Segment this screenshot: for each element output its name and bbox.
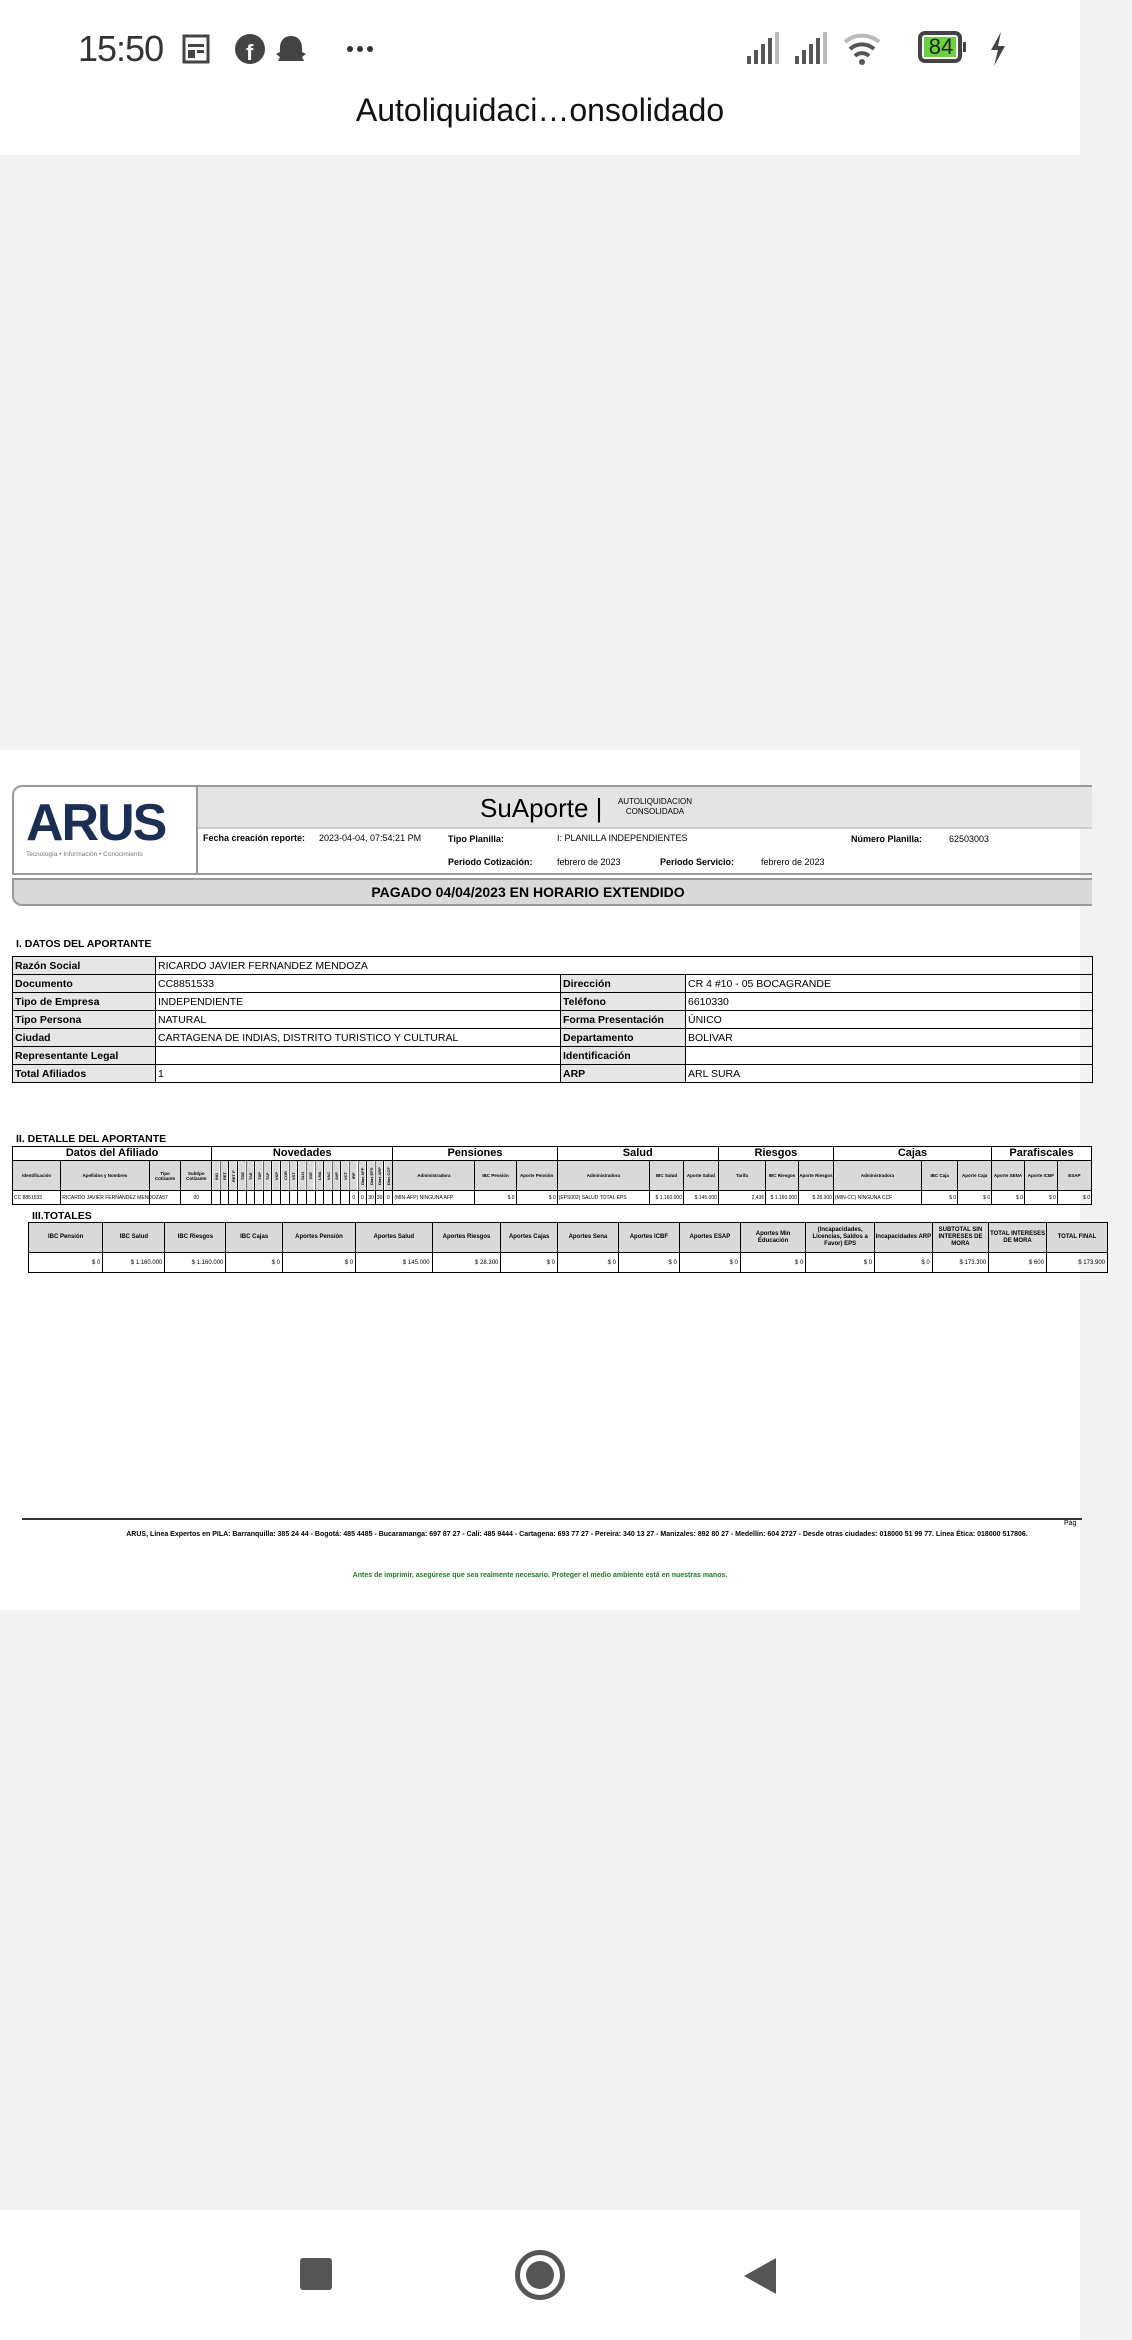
column-header: Aportes Min Educación	[740, 1223, 805, 1253]
table-cell: 30	[375, 1191, 384, 1205]
detalle-aportante-table	[12, 1146, 1092, 1205]
table-cell: $ 0	[1024, 1191, 1057, 1205]
field-value: INDEPENDIENTE	[156, 993, 561, 1011]
table-cell: $ 28.300	[798, 1191, 833, 1205]
column-header: VSP	[272, 1161, 281, 1191]
column-header: TDE	[238, 1161, 247, 1191]
table-cell: $ 0	[922, 1191, 958, 1205]
table-cell: $ 600	[989, 1253, 1047, 1273]
field-label: Departamento	[561, 1029, 686, 1047]
table-cell	[315, 1191, 324, 1205]
field-label: Ciudad	[13, 1029, 156, 1047]
table-row	[13, 975, 1093, 993]
table-cell: $ 145.000	[683, 1191, 718, 1205]
table-cell	[255, 1191, 264, 1205]
field-value: CARTAGENA DE INDIAS, DISTRITO TURISTICO Y CULTURAL	[156, 1029, 561, 1047]
column-header: ING	[212, 1161, 221, 1191]
wifi-icon	[845, 36, 879, 65]
column-header: VCT	[341, 1161, 350, 1191]
table-cell	[263, 1191, 272, 1205]
group-header: Riesgos	[718, 1147, 833, 1161]
group-header: Novedades	[212, 1147, 393, 1161]
column-header: RET	[220, 1161, 229, 1191]
table-cell: 0	[358, 1191, 367, 1205]
table-row	[29, 1253, 1108, 1273]
report-type-1: AUTOLIQUIDACION	[617, 797, 693, 806]
table-cell: (MIN-AFP) NINGUNA AFP	[393, 1191, 475, 1205]
column-header: Aporte Caja	[958, 1161, 992, 1191]
column-header: Días EPS	[367, 1161, 376, 1191]
table-cell	[289, 1191, 298, 1205]
datos-aportante-table	[12, 956, 1093, 1083]
column-header: Administradora	[393, 1161, 475, 1191]
column-header: Días AFP	[358, 1161, 367, 1191]
table-cell	[229, 1191, 238, 1205]
column-header: TOTAL INTERESES DE MORA	[989, 1223, 1047, 1253]
field-value: ÚNICO	[686, 1011, 1093, 1029]
periodo-cotizacion-value: febrero de 2023	[557, 857, 621, 867]
table-cell	[306, 1191, 315, 1205]
fecha-value: 2023-04-04, 07:54:21 PM	[319, 833, 422, 843]
column-header: (Incapacidades, Licencias, Saldos a Favor) EPS	[806, 1223, 875, 1253]
column-header: ESAP	[1057, 1161, 1091, 1191]
column-header: TAE	[246, 1161, 255, 1191]
table-cell	[212, 1191, 221, 1205]
section-3-title: III.TOTALES	[32, 1210, 92, 1222]
field-label: Identificación	[561, 1047, 686, 1065]
column-header: Apellidos y Nombres	[61, 1161, 149, 1191]
field-value	[156, 1047, 561, 1065]
column-header: IRP	[349, 1161, 358, 1191]
numero-planilla-label: Número Planilla:	[851, 834, 923, 844]
field-label: Tipo de Empresa	[13, 993, 156, 1011]
column-header: Aportes ESAP	[679, 1223, 740, 1253]
table-row	[13, 993, 1093, 1011]
table-cell	[220, 1191, 229, 1205]
table-cell	[281, 1191, 290, 1205]
table-cell	[272, 1191, 281, 1205]
table-row	[13, 1047, 1093, 1065]
column-header: IBC Salud	[650, 1161, 684, 1191]
numero-planilla-value: 62503003	[949, 834, 990, 844]
column-header: Administradora	[557, 1161, 649, 1191]
column-header: Tipo Cotizante	[149, 1161, 181, 1191]
field-value: ARL SURA	[686, 1065, 1093, 1083]
table-cell: $ 0	[226, 1253, 283, 1273]
notification-icons	[180, 32, 400, 66]
field-label: Representante Legal	[13, 1047, 156, 1065]
table-cell: $ 0	[958, 1191, 992, 1205]
periodo-cotizacion-label: Periodo Cotización:	[448, 857, 533, 867]
table-cell: RICARDO JAVIER FERNANDEZ MENDOZA	[61, 1191, 149, 1205]
column-header: Identificación	[13, 1161, 61, 1191]
battery-level: 84	[928, 34, 954, 59]
section-2-title: II. DETALLE DEL APORTANTE	[16, 1133, 167, 1145]
home-button[interactable]	[515, 2250, 565, 2300]
eco-note: Antes de imprimir, asegúrese que sea realmente necesario. Proteger el medio ambiente está en nuestras manos.	[352, 1572, 728, 1579]
table-cell: $ 0	[516, 1191, 557, 1205]
periodo-servicio-value: febrero de 2023	[761, 857, 825, 867]
column-header: SUBTOTAL SIN INTERESES DE MORA	[932, 1223, 989, 1253]
field-value: CR 4 #10 - 05 BOCAGRANDE	[686, 975, 1093, 993]
table-cell	[332, 1191, 341, 1205]
column-header: TOTAL FINAL	[1046, 1223, 1107, 1253]
totales-table	[28, 1222, 1108, 1273]
signal-icon-2	[795, 32, 827, 64]
table-cell: 2,436	[718, 1191, 765, 1205]
field-label: Tipo Persona	[13, 1011, 156, 1029]
table-cell: $ 0	[875, 1253, 933, 1273]
report-type-2: CONSOLIDADA	[625, 807, 685, 816]
table-row	[13, 1029, 1093, 1047]
field-label: Razón Social	[13, 957, 156, 975]
column-header: Aportes Riesgos	[432, 1223, 501, 1253]
table-cell: $ 145.000	[356, 1253, 433, 1273]
table-cell	[324, 1191, 333, 1205]
pdf-page[interactable]	[0, 750, 1105, 1610]
header-band	[198, 787, 1092, 829]
table-cell: (MIN-CC) NINGUNA CCF	[833, 1191, 921, 1205]
column-header: IBC Pensión	[29, 1223, 103, 1253]
payment-status-banner: PAGADO 04/04/2023 EN HORARIO EXTENDIDO	[12, 878, 1092, 906]
group-header: Salud	[557, 1147, 718, 1161]
more-icon	[347, 46, 373, 52]
group-header: Pensiones	[393, 1147, 557, 1161]
status-bar	[0, 0, 1080, 100]
document-title: Autoliquidaci…onsolidado	[355, 92, 725, 128]
charging-icon	[991, 32, 1005, 66]
table-cell: $ 0	[1057, 1191, 1091, 1205]
table-cell: $ 0	[679, 1253, 740, 1273]
group-header: Parafiscales	[992, 1147, 1092, 1161]
field-value: CC8851533	[156, 975, 561, 993]
home-icon	[526, 2261, 554, 2289]
column-header: Aportes Cajas	[501, 1223, 558, 1253]
column-header: IBC Riesgos	[766, 1161, 799, 1191]
table-cell	[341, 1191, 350, 1205]
column-header: Aportes Pensión	[282, 1223, 355, 1253]
column-header: COR	[281, 1161, 290, 1191]
table-cell: 0	[349, 1191, 358, 1205]
column-header: Aportes Sena	[557, 1223, 618, 1253]
table-cell: $ 1.160.000	[103, 1253, 165, 1273]
svg-text:f: f	[246, 40, 254, 65]
column-header: Tarifa	[718, 1161, 765, 1191]
clock: 15:50	[78, 28, 164, 69]
column-header: TAP	[263, 1161, 272, 1191]
table-cell: $ 0	[475, 1191, 516, 1205]
tipo-planilla-label: Tipo Planilla:	[448, 834, 504, 844]
field-label: Total Afiliados	[13, 1065, 156, 1083]
table-cell: $ 0	[557, 1253, 618, 1273]
table-cell: $ 28.300	[432, 1253, 501, 1273]
column-header: IBC Riesgos	[165, 1223, 226, 1253]
field-value: 1	[156, 1065, 561, 1083]
column-header: IBC Pensión	[475, 1161, 516, 1191]
page-label: Pág	[1064, 1520, 1077, 1527]
report-header	[12, 785, 1092, 875]
snapchat-icon	[276, 36, 306, 61]
column-header: Subtipo Cotizante	[181, 1161, 212, 1191]
table-cell	[298, 1191, 307, 1205]
table-cell: CC 8851533	[13, 1191, 61, 1205]
periodo-servicio-label: Periodo Servicio:	[660, 857, 735, 867]
table-cell: $ 0	[29, 1253, 103, 1273]
field-label: Teléfono	[561, 993, 686, 1011]
section-1-title: I. DATOS DEL APORTANTE	[16, 938, 152, 950]
field-label: Documento	[13, 975, 156, 993]
column-header: Aporte Salud	[683, 1161, 718, 1191]
system-icons	[745, 30, 1015, 70]
table-cell: $ 0	[501, 1253, 558, 1273]
table-row	[13, 1191, 1092, 1205]
group-header: Datos del Afiliado	[13, 1147, 212, 1161]
column-header: Aporte ICBF	[1024, 1161, 1057, 1191]
table-row	[13, 1011, 1093, 1029]
field-label: Dirección	[561, 975, 686, 993]
column-header: RET P	[229, 1161, 238, 1191]
calendar-news-icon	[184, 36, 208, 62]
logo-brand: ARUS	[26, 794, 166, 852]
field-value: RICARDO JAVIER FERNANDEZ MENDOZA	[156, 957, 1093, 975]
column-header: Días ARP	[375, 1161, 384, 1191]
group-header: Cajas	[833, 1147, 991, 1161]
table-cell	[246, 1191, 255, 1205]
tipo-planilla-value: I: PLANILLA INDEPENDIENTES	[557, 833, 688, 843]
table-cell: $ 0	[740, 1253, 805, 1273]
table-cell: 30	[367, 1191, 376, 1205]
table-cell: $ 173.900	[1046, 1253, 1107, 1273]
field-label: Forma Presentación	[561, 1011, 686, 1029]
column-header: LMA	[315, 1161, 324, 1191]
table-row	[13, 1065, 1093, 1083]
column-header: Días CCF	[384, 1161, 393, 1191]
field-value	[686, 1047, 1093, 1065]
table-cell: $ 0	[806, 1253, 875, 1273]
signal-icon-1	[747, 32, 779, 64]
field-label: ARP	[561, 1065, 686, 1083]
column-header: Aportes ICBF	[618, 1223, 679, 1253]
table-cell: $ 0	[992, 1191, 1025, 1205]
column-header: SLN	[298, 1161, 307, 1191]
table-cell: 57	[149, 1191, 181, 1205]
table-cell: 00	[181, 1191, 212, 1205]
footer-divider	[22, 1518, 1082, 1520]
column-header: Aportes Salud	[356, 1223, 433, 1253]
table-cell: $ 0	[282, 1253, 355, 1273]
table-cell: $ 173.300	[932, 1253, 989, 1273]
arus-logo	[14, 787, 198, 873]
column-header: AVP	[332, 1161, 341, 1191]
table-cell: (EPS002) SALUD TOTAL EPS	[557, 1191, 649, 1205]
table-cell	[238, 1191, 247, 1205]
column-header: IGE	[306, 1161, 315, 1191]
column-header: Aporte SENA	[992, 1161, 1025, 1191]
column-header: VAC	[324, 1161, 333, 1191]
table-cell: $ 1.160.000	[766, 1191, 799, 1205]
column-header: Incapacidades ARP	[875, 1223, 933, 1253]
column-header: TDP	[255, 1161, 264, 1191]
table-cell: $ 1.160.000	[165, 1253, 226, 1273]
table-row	[13, 957, 1093, 975]
table-cell: $ 0	[618, 1253, 679, 1273]
column-header: IBC Cajas	[226, 1223, 283, 1253]
column-header: Administradora	[833, 1161, 921, 1191]
column-header: IBC Salud	[103, 1223, 165, 1253]
navigation-bar	[0, 2210, 1080, 2340]
fecha-label: Fecha creación reporte:	[203, 833, 306, 843]
back-button[interactable]	[742, 2256, 778, 2296]
field-value: 6610330	[686, 993, 1093, 1011]
facebook-icon	[235, 34, 265, 65]
column-header: IBC Caja	[922, 1161, 958, 1191]
field-value: BOLIVAR	[686, 1029, 1093, 1047]
column-header: VST	[289, 1161, 298, 1191]
field-value: NATURAL	[156, 1011, 561, 1029]
table-cell: $ 1.160.000	[650, 1191, 684, 1205]
logo-tagline: Tecnología • Información • Conocimiento	[26, 851, 143, 858]
table-cell: 0	[384, 1191, 393, 1205]
column-header: Aporte Riesgos	[798, 1161, 833, 1191]
footer-contact: ARUS, Línea Expertos en PILA: Barranquilla: 385 24 44 - Bogotá: 485 4485 - Bucaramanga: 697 87 27 - Cali: 485 9444 - Cartagena: 693 77 27 - Pereira: 340 13 27 - Manizales: 892 80 27 - Medellín: 604 2727 - Desde otras ciudades: 018000 51 99 77. Línea Ética: 018000 517806.	[126, 1531, 1028, 1538]
product-name: SuAporte |	[480, 793, 603, 823]
column-header: Aporte Pensión	[516, 1161, 557, 1191]
recents-button[interactable]	[300, 2258, 332, 2290]
